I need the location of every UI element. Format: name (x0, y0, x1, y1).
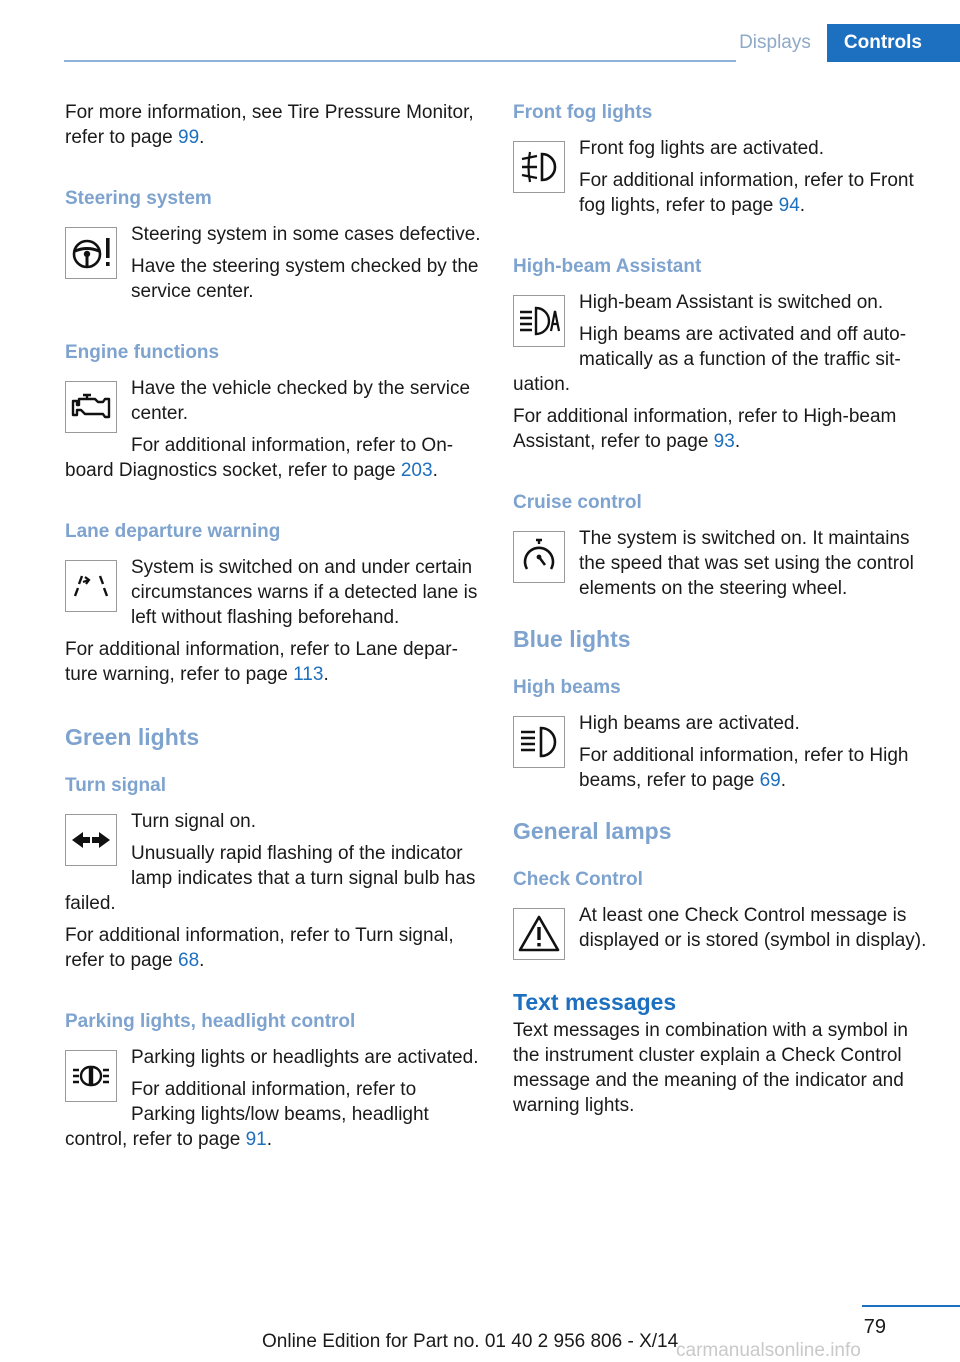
page-link[interactable]: 113 (293, 664, 324, 685)
engine-check-icon (65, 381, 117, 433)
lane-entry (65, 519, 481, 687)
turn-text-2: Unusually rapid flashing of the indicator lamp indicates that a turn signal bulb has failed. (65, 843, 476, 914)
text-messages-heading: Text messages (513, 989, 677, 1015)
lane-text-2: For additional information, refer to Lane departure warning, refer to page 113. (65, 639, 458, 685)
highbeams-entry (513, 675, 929, 793)
blue-lights-heading: Blue lights (513, 626, 631, 652)
steering-text-1: Steering system in some cases defective. (131, 224, 481, 245)
text-messages-text: Text messages in combination with a symbol in the instrument cluster explain a Check Control message and the meaning of the indicator and warning lights. (513, 1020, 908, 1116)
highbeams-text-1: High beams are activated. (579, 713, 800, 734)
cruise-heading: Cruise control (513, 492, 642, 513)
page-number: 79 (863, 1316, 886, 1338)
turn-entry (65, 773, 481, 973)
right-column (513, 100, 929, 1118)
turn-signal-icon (65, 814, 117, 866)
check-heading: Check Control (513, 869, 643, 890)
fog-entry (513, 100, 929, 218)
fog-text-1: Front fog lights are activated. (579, 138, 825, 159)
fog-heading: Front fog lights (513, 102, 653, 123)
engine-text-1: Have the vehicle checked by the service center. (131, 378, 471, 424)
footer-divider (862, 1305, 960, 1307)
engine-entry (65, 340, 481, 483)
parking-entry (65, 1009, 481, 1152)
left-column (65, 100, 481, 1188)
steering-text-2: Have the steering system checked by the service center. (131, 256, 479, 302)
lane-departure-icon (65, 560, 117, 612)
header-tabs (719, 24, 960, 62)
tab-displays[interactable]: Displays (739, 32, 811, 53)
hba-text-3: For additional information, refer to High-beam Assistant, refer to page 93. (513, 406, 897, 452)
hba-entry (513, 254, 929, 454)
cruise-entry (513, 490, 929, 601)
edition-footer: Online Edition for Part no. 01 40 2 956 806 - X/14 (262, 1331, 679, 1352)
hba-text-2: High beams are activated and off automatically as a function of the traffic situation. (513, 324, 907, 395)
hba-text-1: High-beam Assistant is switched on. (579, 292, 884, 313)
intro-paragraph: For more information, see Tire Pressure Monitor, refer to page 99. (65, 102, 474, 148)
cruise-text-1: The system is switched on. It maintains the speed that was set using the control elements on the steering wheel. (579, 528, 914, 599)
parking-text-1: Parking lights or headlights are activated. (131, 1047, 479, 1068)
steering-heading: Steering system (65, 188, 212, 209)
header-divider (64, 60, 736, 62)
page-link[interactable]: 94 (778, 195, 800, 216)
green-lights-heading: Green lights (65, 724, 200, 750)
cruise-control-icon (513, 531, 565, 583)
page-link[interactable]: 69 (759, 770, 781, 791)
page-link[interactable]: 68 (178, 950, 200, 971)
highbeams-heading: High beams (513, 677, 621, 698)
turn-text-3: For additional information, refer to Turn signal, refer to page 68. (65, 925, 454, 971)
check-text-1: At least one Check Control message is displayed or is stored (symbol in display). (579, 905, 927, 951)
parking-heading: Parking lights, headlight control (65, 1011, 356, 1032)
general-lamps-heading: General lamps (513, 818, 672, 844)
parking-text-2: For additional information, refer to Parking lights/low beams, headlight control, refer to page 91. (65, 1079, 429, 1150)
warning-triangle-icon (513, 908, 565, 960)
page-link[interactable]: 93 (713, 431, 735, 452)
turn-text-1: Turn signal on. (131, 811, 256, 832)
parking-lights-icon (65, 1050, 117, 1102)
watermark: carmanualsonline.info (676, 1340, 861, 1361)
lane-heading: Lane departure warning (65, 521, 281, 542)
lane-text-1: System is switched on and under certain circumstances warns if a detected lane is left without flashing beforehand. (131, 557, 478, 628)
engine-heading: Engine functions (65, 342, 220, 363)
high-beam-assistant-icon (513, 295, 565, 347)
hba-heading: High-beam Assistant (513, 256, 702, 277)
steering-warning-icon (65, 227, 117, 279)
turn-heading: Turn signal (65, 775, 166, 796)
front-fog-light-icon (513, 141, 565, 193)
check-entry (513, 867, 929, 964)
page-link[interactable]: 99 (178, 127, 200, 148)
highbeams-text-2: For additional information, refer to High beams, refer to page 69. (579, 745, 909, 791)
engine-text-2: For additional information, refer to On-board Diagnostics socket, refer to page 203. (65, 435, 454, 481)
steering-entry (65, 186, 481, 304)
page-link[interactable]: 91 (245, 1129, 267, 1150)
tab-controls[interactable]: Controls (827, 24, 960, 62)
high-beam-icon (513, 716, 565, 768)
fog-text-2: For additional information, refer to Front fog lights, refer to page 94. (579, 170, 914, 216)
page-link[interactable]: 203 (400, 460, 433, 481)
